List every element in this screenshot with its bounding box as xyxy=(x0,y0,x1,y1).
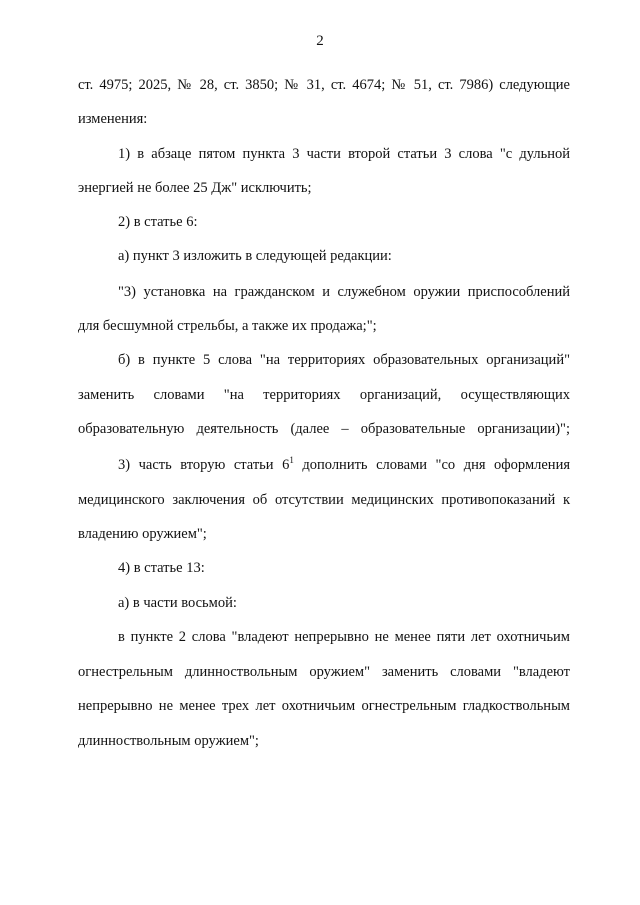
text-line: владению оружием"; xyxy=(78,526,207,542)
text-line: для бесшумной стрельбы, а также их продажа;"; xyxy=(78,318,377,334)
text-line: изменения: xyxy=(78,111,148,127)
paragraph-first-line: 2) в статье 6: xyxy=(118,214,198,230)
text-line: длинноствольным оружием"; xyxy=(78,733,259,749)
superscript: 1 xyxy=(289,455,294,465)
paragraph-first-line: 1) в абзаце пятом пункта 3 части второй статьи 3 слова "с дульной xyxy=(118,146,570,162)
paragraph-first-line: а) пункт 3 изложить в следующей редакции: xyxy=(118,248,392,264)
text-line: энергией не более 25 Дж" исключить; xyxy=(78,180,312,196)
text-line: медицинского заключения об отсутствии медицинских противопоказаний к xyxy=(78,492,570,508)
paragraph-first-line: "3) установка на гражданском и служебном оружии приспособлений xyxy=(118,284,570,300)
text-line: заменить словами "на территориях организаций, осуществляющих xyxy=(78,387,570,403)
text-segment: 3) часть вторую статьи 6 xyxy=(118,457,290,473)
text-segment: дополнить словами "со дня оформления xyxy=(293,457,570,473)
text-line: образовательную деятельность (далее – образовательные организации)"; xyxy=(78,421,570,437)
text-line: ст. 4975; 2025, № 28, ст. 3850; № 31, ст. 4674; № 51, ст. 7986) следующие xyxy=(78,77,570,93)
paragraph-first-line: б) в пункте 5 слова "на территориях образовательных организаций" xyxy=(118,352,570,368)
paragraph-first-line xyxy=(118,456,570,474)
paragraph-first-line: в пункте 2 слова "владеют непрерывно не менее пяти лет охотничьим xyxy=(118,629,570,645)
paragraph-first-line: а) в части восьмой: xyxy=(118,595,237,611)
paragraph-first-line: 4) в статье 13: xyxy=(118,560,205,576)
text-line: непрерывно не менее трех лет охотничьим огнестрельным гладкоствольным xyxy=(78,698,570,714)
text-line: огнестрельным длинноствольным оружием" заменить словами "владеют xyxy=(78,664,570,680)
page-number: 2 xyxy=(316,33,324,49)
